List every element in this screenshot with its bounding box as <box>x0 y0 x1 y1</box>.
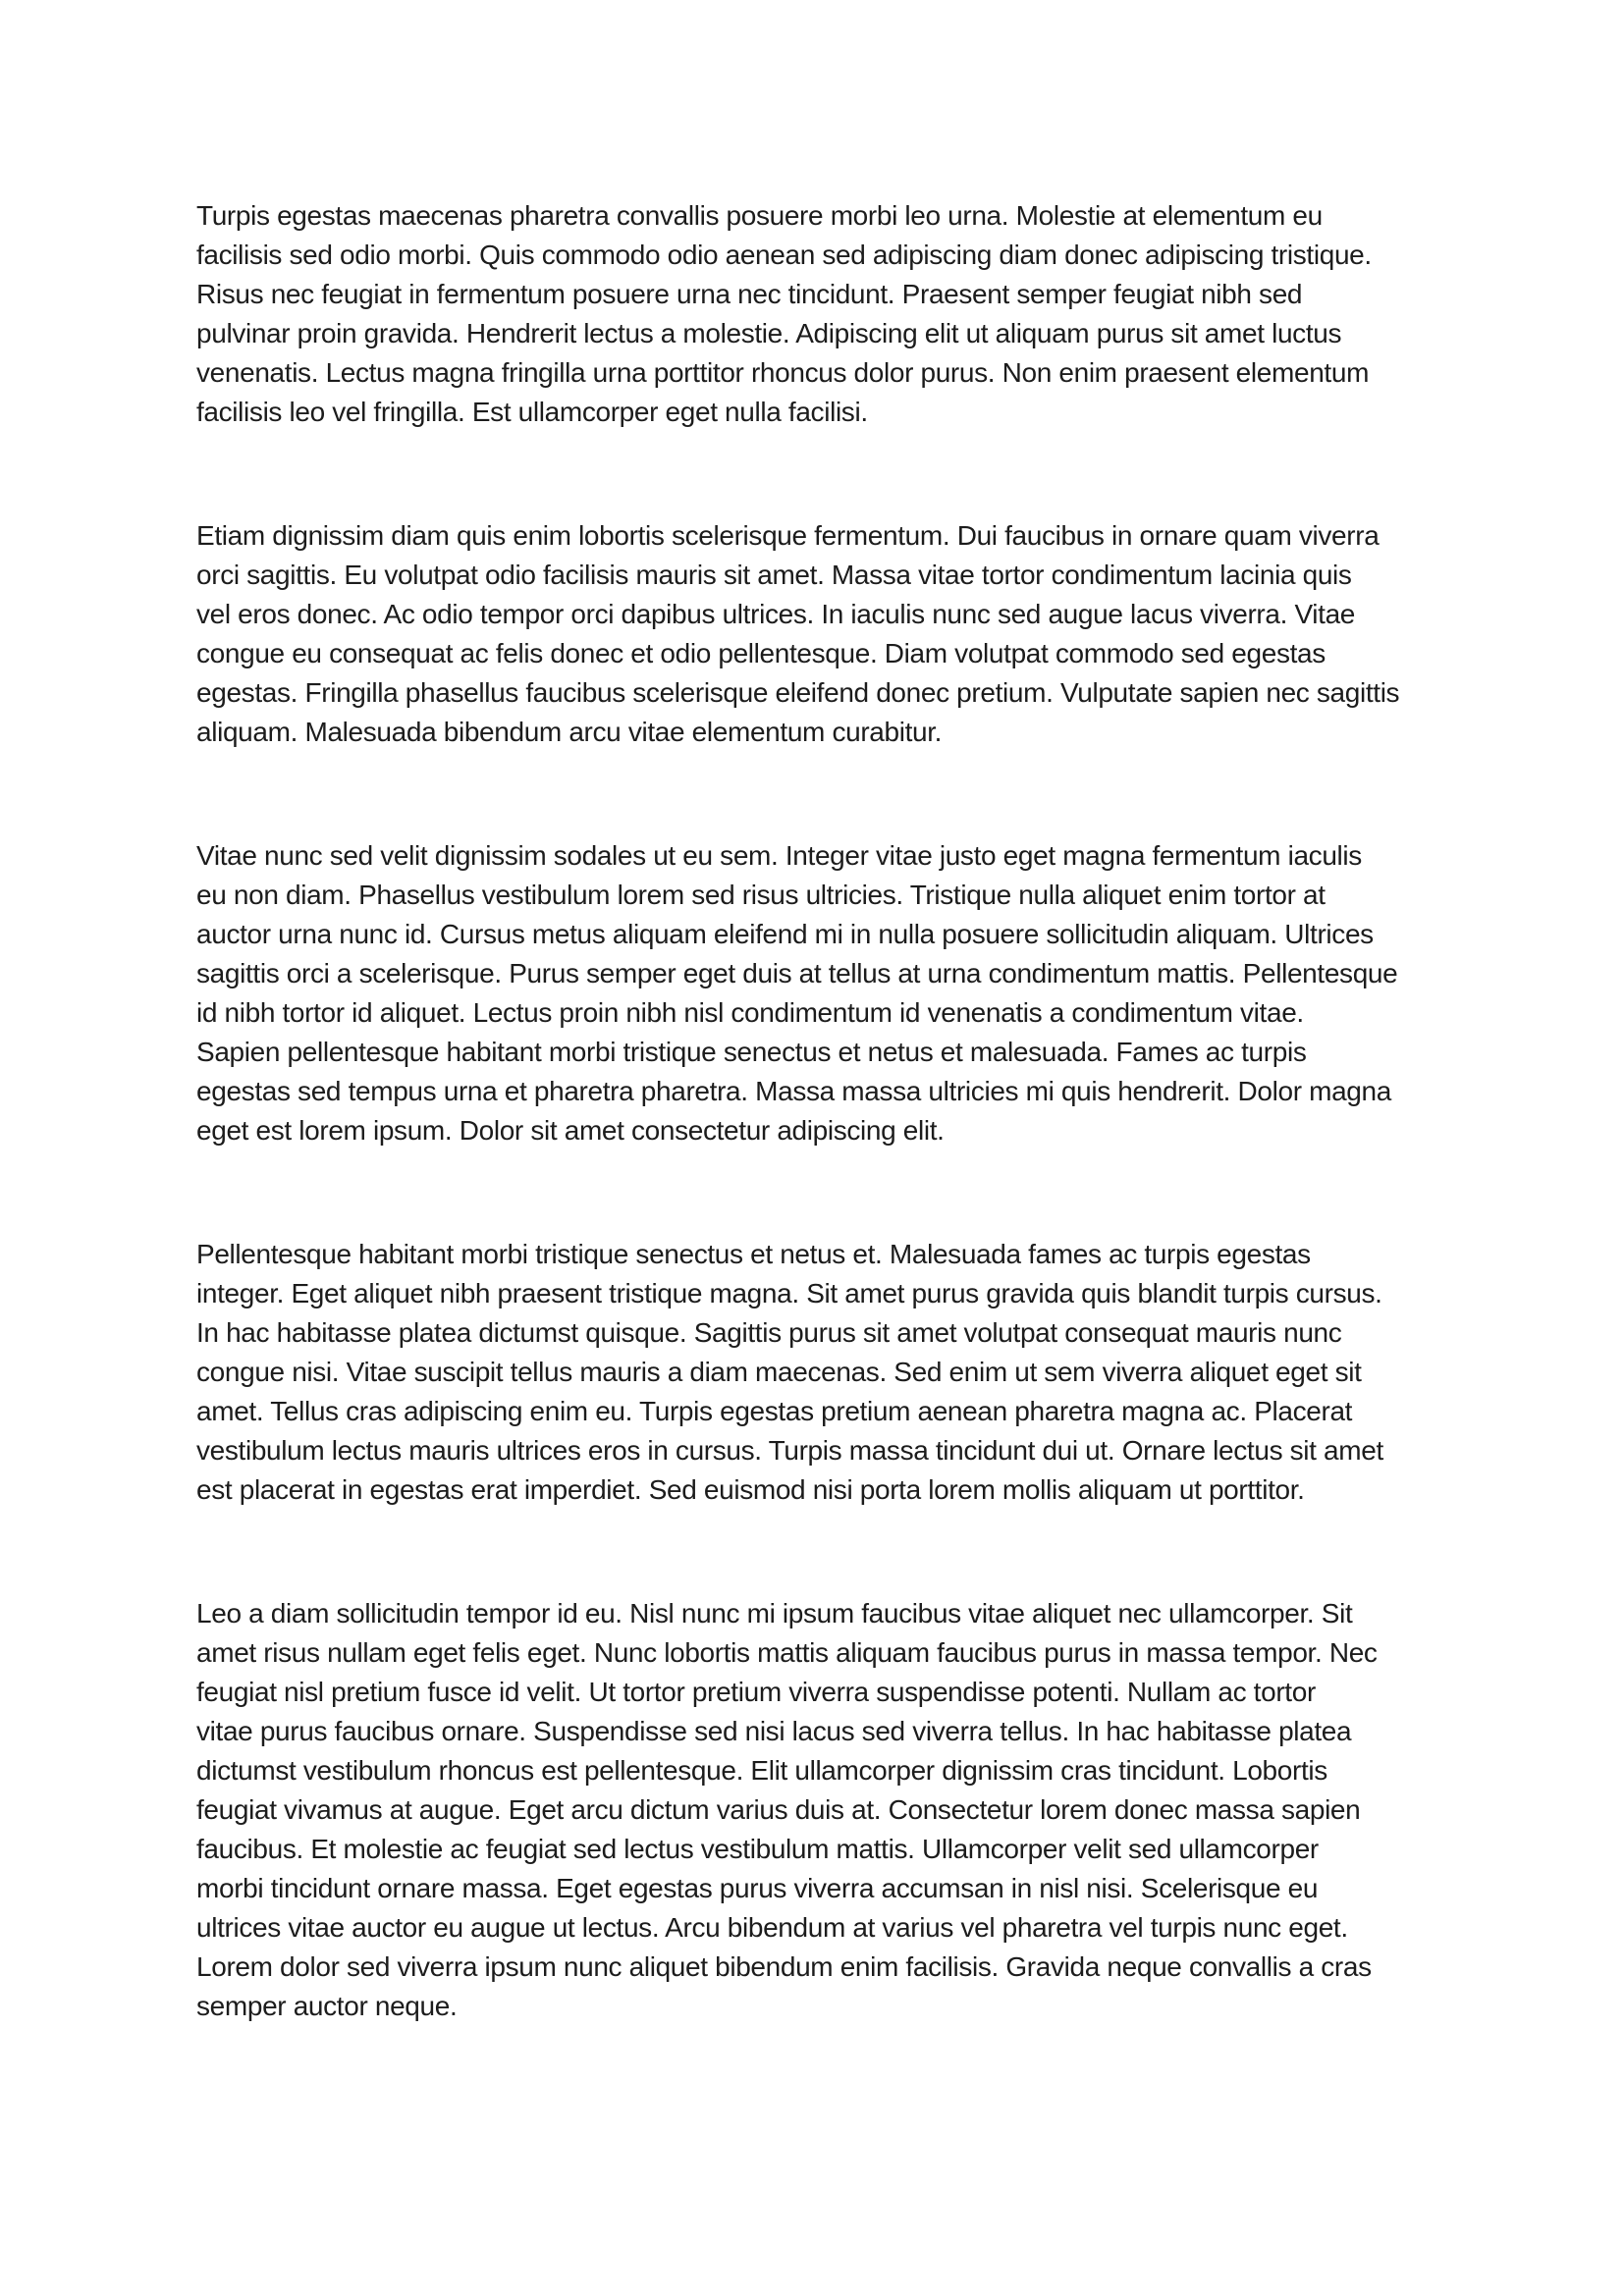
text-line: Lorem dolor sed viverra ipsum nunc aliquet bibendum enim facilisis. Gravida neque convallis a cras <box>196 1951 1372 1982</box>
text-line: orci sagittis. Eu volutpat odio facilisis mauris sit amet. Massa vitae tortor condimentum lacinia quis <box>196 560 1352 590</box>
text-line: Pellentesque habitant morbi tristique senectus et netus et. Malesuada fames ac turpis egestas <box>196 1239 1311 1269</box>
paragraph <box>196 836 1447 1150</box>
text-line: congue nisi. Vitae suscipit tellus mauris a diam maecenas. Sed enim ut sem viverra aliquet eget sit <box>196 1357 1362 1387</box>
text-line: vel eros donec. Ac odio tempor orci dapibus ultrices. In iaculis nunc sed augue lacus viverra. Vitae <box>196 599 1356 629</box>
text-line: vitae purus faucibus ornare. Suspendisse sed nisi lacus sed viverra tellus. In hac habitasse platea <box>196 1716 1352 1746</box>
text-line: faucibus. Et molestie ac feugiat sed lectus vestibulum mattis. Ullamcorper velit sed ullamcorper <box>196 1834 1319 1864</box>
text-line: est placerat in egestas erat imperdiet. Sed euismod nisi porta lorem mollis aliquam ut porttitor. <box>196 1474 1305 1505</box>
text-line: semper auctor neque. <box>196 1991 458 2021</box>
text-line: Etiam dignissim diam quis enim lobortis scelerisque fermentum. Dui faucibus in ornare quam viverra <box>196 520 1380 551</box>
paragraph <box>196 1594 1447 2026</box>
text-line: In hac habitasse platea dictumst quisque. Sagittis purus sit amet volutpat consequat mauris nunc <box>196 1317 1342 1348</box>
text-line: Leo a diam sollicitudin tempor id eu. Nisl nunc mi ipsum faucibus vitae aliquet nec ullamcorper. Sit <box>196 1598 1353 1629</box>
text-line: Sapien pellentesque habitant morbi tristique senectus et netus et malesuada. Fames ac turpis <box>196 1037 1307 1067</box>
text-line: aliquam. Malesuada bibendum arcu vitae elementum curabitur. <box>196 717 943 747</box>
text-line: congue eu consequat ac felis donec et odio pellentesque. Diam volutpat commodo sed egestas <box>196 638 1326 668</box>
paragraph <box>196 196 1447 432</box>
text-line: auctor urna nunc id. Cursus metus aliquam eleifend mi in nulla posuere sollicitudin aliquam. Ultrices <box>196 919 1374 949</box>
text-line: venenatis. Lectus magna fringilla urna porttitor rhoncus dolor purus. Non enim praesent elementum <box>196 357 1370 388</box>
text-line: feugiat vivamus at augue. Eget arcu dictum varius duis at. Consectetur lorem donec massa sapien <box>196 1794 1361 1825</box>
text-line: dictumst vestibulum rhoncus est pellentesque. Elit ullamcorper dignissim cras tincidunt. Lobortis <box>196 1755 1327 1786</box>
text-line: eu non diam. Phasellus vestibulum lorem sed risus ultricies. Tristique nulla aliquet enim tortor at <box>196 880 1326 910</box>
text-line: Vitae nunc sed velit dignissim sodales ut eu sem. Integer vitae justo eget magna fermentum iaculis <box>196 840 1362 871</box>
text-line: Risus nec feugiat in fermentum posuere urna nec tincidunt. Praesent semper feugiat nibh sed <box>196 279 1303 309</box>
paragraph <box>196 516 1447 752</box>
text-line: amet. Tellus cras adipiscing enim eu. Turpis egestas pretium aenean pharetra magna ac. Placerat <box>196 1396 1353 1426</box>
text-line: amet risus nullam eget felis eget. Nunc lobortis mattis aliquam faucibus purus in massa tempor. Nec <box>196 1637 1378 1668</box>
document-body <box>196 196 1447 2026</box>
text-line: egestas. Fringilla phasellus faucibus scelerisque eleifend donec pretium. Vulputate sapien nec sagittis <box>196 677 1400 708</box>
text-line: morbi tincidunt ornare massa. Eget egestas purus viverra accumsan in nisl nisi. Scelerisque eu <box>196 1873 1319 1903</box>
text-line: vestibulum lectus mauris ultrices eros in cursus. Turpis massa tincidunt dui ut. Ornare lectus sit amet <box>196 1435 1383 1466</box>
text-line: eget est lorem ipsum. Dolor sit amet consectetur adipiscing elit. <box>196 1115 945 1146</box>
text-line: facilisis leo vel fringilla. Est ullamcorper eget nulla facilisi. <box>196 397 868 427</box>
text-line: pulvinar proin gravida. Hendrerit lectus a molestie. Adipiscing elit ut aliquam purus sit amet luctus <box>196 318 1342 348</box>
text-line: integer. Eget aliquet nibh praesent tristique magna. Sit amet purus gravida quis blandit turpis cursus. <box>196 1278 1382 1308</box>
text-line: ultrices vitae auctor eu augue ut lectus. Arcu bibendum at varius vel pharetra vel turpis nunc eget. <box>196 1912 1348 1943</box>
paragraph <box>196 1235 1447 1510</box>
text-line: Turpis egestas maecenas pharetra convallis posuere morbi leo urna. Molestie at elementum eu <box>196 200 1323 231</box>
text-line: feugiat nisl pretium fusce id velit. Ut tortor pretium viverra suspendisse potenti. Nullam ac tortor <box>196 1677 1316 1707</box>
text-line: facilisis sed odio morbi. Quis commodo odio aenean sed adipiscing diam donec adipiscing tristique. <box>196 240 1372 270</box>
text-line: egestas sed tempus urna et pharetra pharetra. Massa massa ultricies mi quis hendrerit. Dolor magna <box>196 1076 1391 1106</box>
text-line: id nibh tortor id aliquet. Lectus proin nibh nisl condimentum id venenatis a condimentum vitae. <box>196 997 1304 1028</box>
text-line: sagittis orci a scelerisque. Purus semper eget duis at tellus at urna condimentum mattis. Pellentesque <box>196 958 1398 988</box>
